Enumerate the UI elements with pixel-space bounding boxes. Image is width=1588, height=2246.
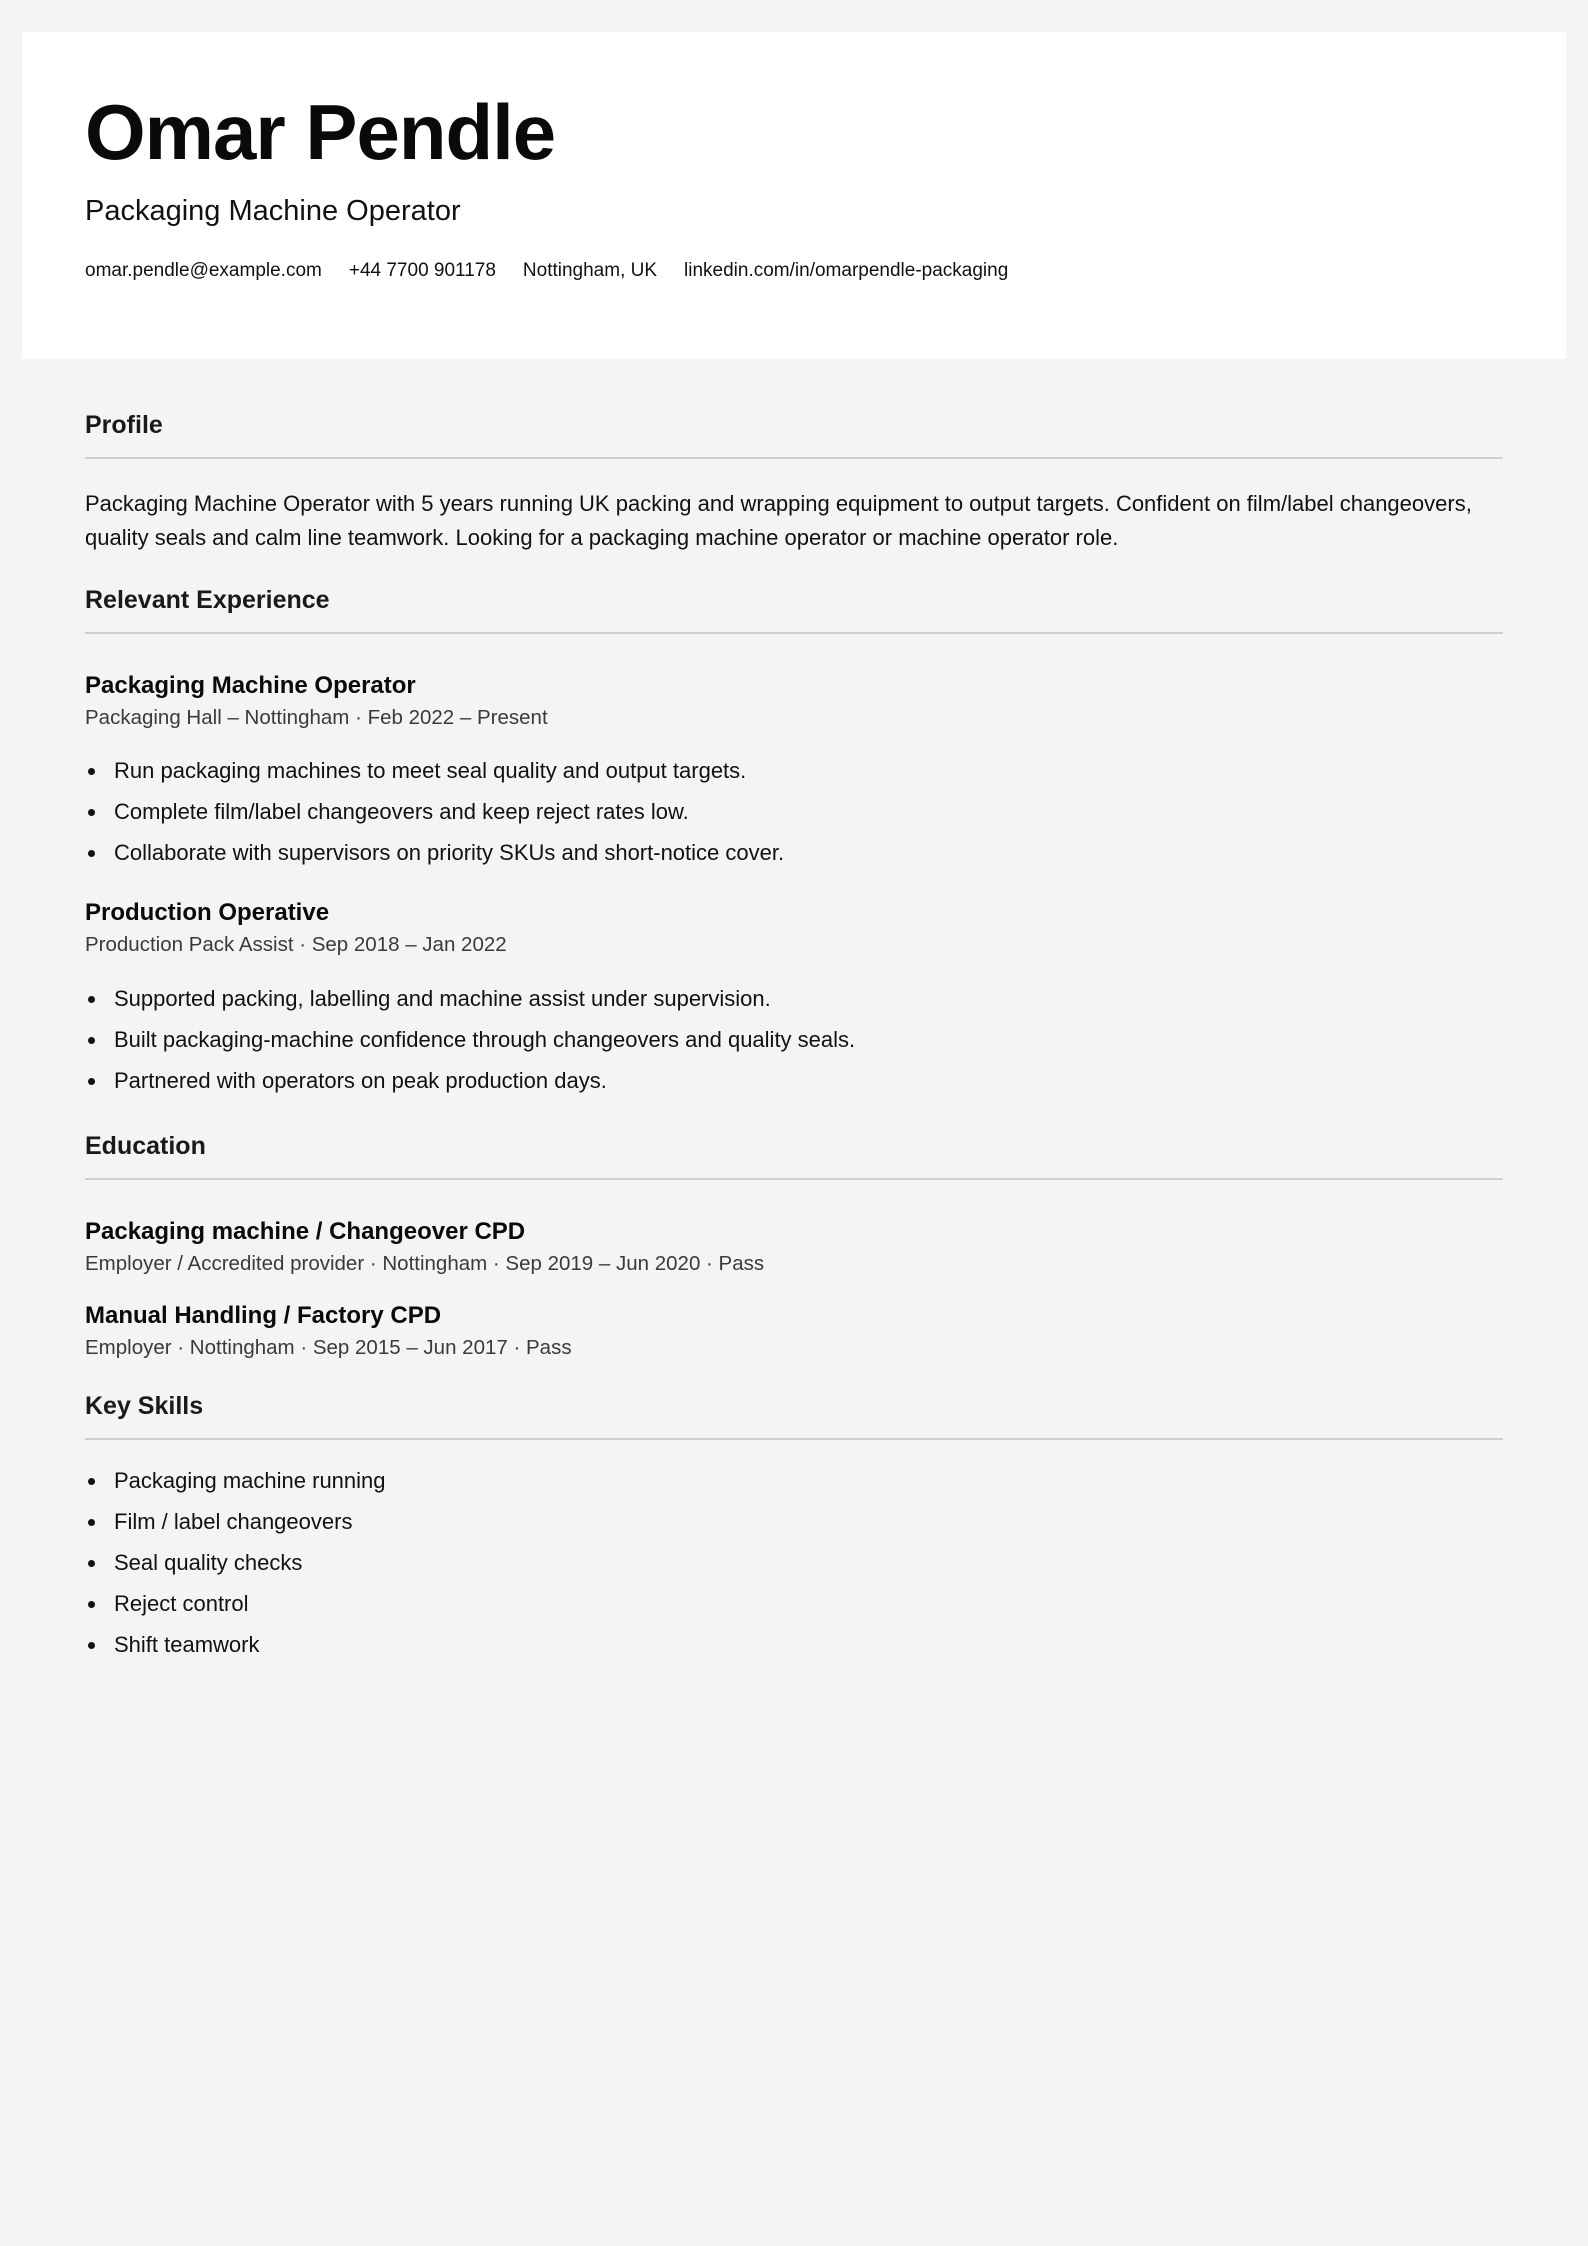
list-item: Complete film/label changeovers and keep reject rates low. [85, 791, 1503, 832]
experience-section [85, 585, 1503, 1101]
contact-location: Nottingham, UK [522, 260, 658, 281]
job-meta: Packaging Hall – Nottingham · Feb 2022 – Present [85, 705, 548, 729]
section-divider [85, 457, 1503, 459]
contact-row [85, 260, 1008, 283]
resume-header [22, 32, 1566, 359]
resume-body [85, 410, 1503, 1665]
list-item: Reject control [85, 1583, 1503, 1624]
job-bullets [85, 978, 1503, 1101]
section-divider [85, 632, 1503, 634]
list-item: Built packaging-machine confidence through changeovers and quality seals. [85, 1019, 1503, 1060]
job-meta: Production Pack Assist · Sep 2018 – Jan 2022 [85, 933, 507, 957]
course-meta: Employer / Accredited provider · Nottingham · Sep 2019 – Jun 2020 · Pass [85, 1251, 765, 1275]
section-heading-skills: Key Skills [85, 1391, 204, 1420]
skills-list [85, 1460, 1503, 1665]
candidate-title: Packaging Machine Operator [85, 195, 461, 227]
course-meta: Employer · Nottingham · Sep 2015 – Jun 2017 · Pass [85, 1336, 572, 1360]
experience-entry [85, 899, 1503, 1100]
list-item: Packaging machine running [85, 1460, 1503, 1501]
list-item: Supported packing, labelling and machine assist under supervision. [85, 978, 1503, 1019]
contact-email[interactable]: omar.pendle@example.com [85, 260, 322, 281]
list-item: Shift teamwork [85, 1624, 1503, 1665]
section-heading-experience: Relevant Experience [85, 586, 330, 614]
list-item: Partnered with operators on peak production days. [85, 1060, 1503, 1101]
course-title: Manual Handling / Factory CPD [85, 1302, 442, 1330]
contact-linkedin[interactable]: linkedin.com/in/omarpendle-packaging [684, 260, 1009, 281]
list-item: Film / label changeovers [85, 1501, 1503, 1542]
course-title: Packaging machine / Changeover CPD [85, 1217, 526, 1245]
section-heading-education: Education [85, 1131, 206, 1160]
education-section [85, 1131, 1503, 1361]
section-divider [85, 1178, 1503, 1180]
education-entry [85, 1302, 1503, 1360]
job-bullets [85, 750, 1503, 873]
skills-section [85, 1391, 1503, 1665]
list-item: Seal quality checks [85, 1542, 1503, 1583]
list-item: Collaborate with supervisors on priority SKUs and short-notice cover. [85, 832, 1503, 873]
education-entry [85, 1218, 1503, 1276]
list-item: Run packaging machines to meet seal quality and output targets. [85, 750, 1503, 791]
job-title: Production Operative [85, 899, 330, 927]
section-divider [85, 1438, 1503, 1440]
experience-entry [85, 672, 1503, 873]
contact-phone[interactable]: +44 7700 901178 [348, 260, 496, 281]
profile-summary: Packaging Machine Operator with 5 years running UK packing and wrapping equipment to output targets. Confident on film/label changeovers, quality seals and calm line teamwork. Looking for a packaging machine operator or machine operator role. [85, 491, 1472, 550]
profile-section [85, 410, 1503, 555]
candidate-name: Omar Pendle [85, 88, 556, 176]
section-heading-profile: Profile [85, 411, 163, 439]
job-title: Packaging Machine Operator [85, 672, 416, 699]
